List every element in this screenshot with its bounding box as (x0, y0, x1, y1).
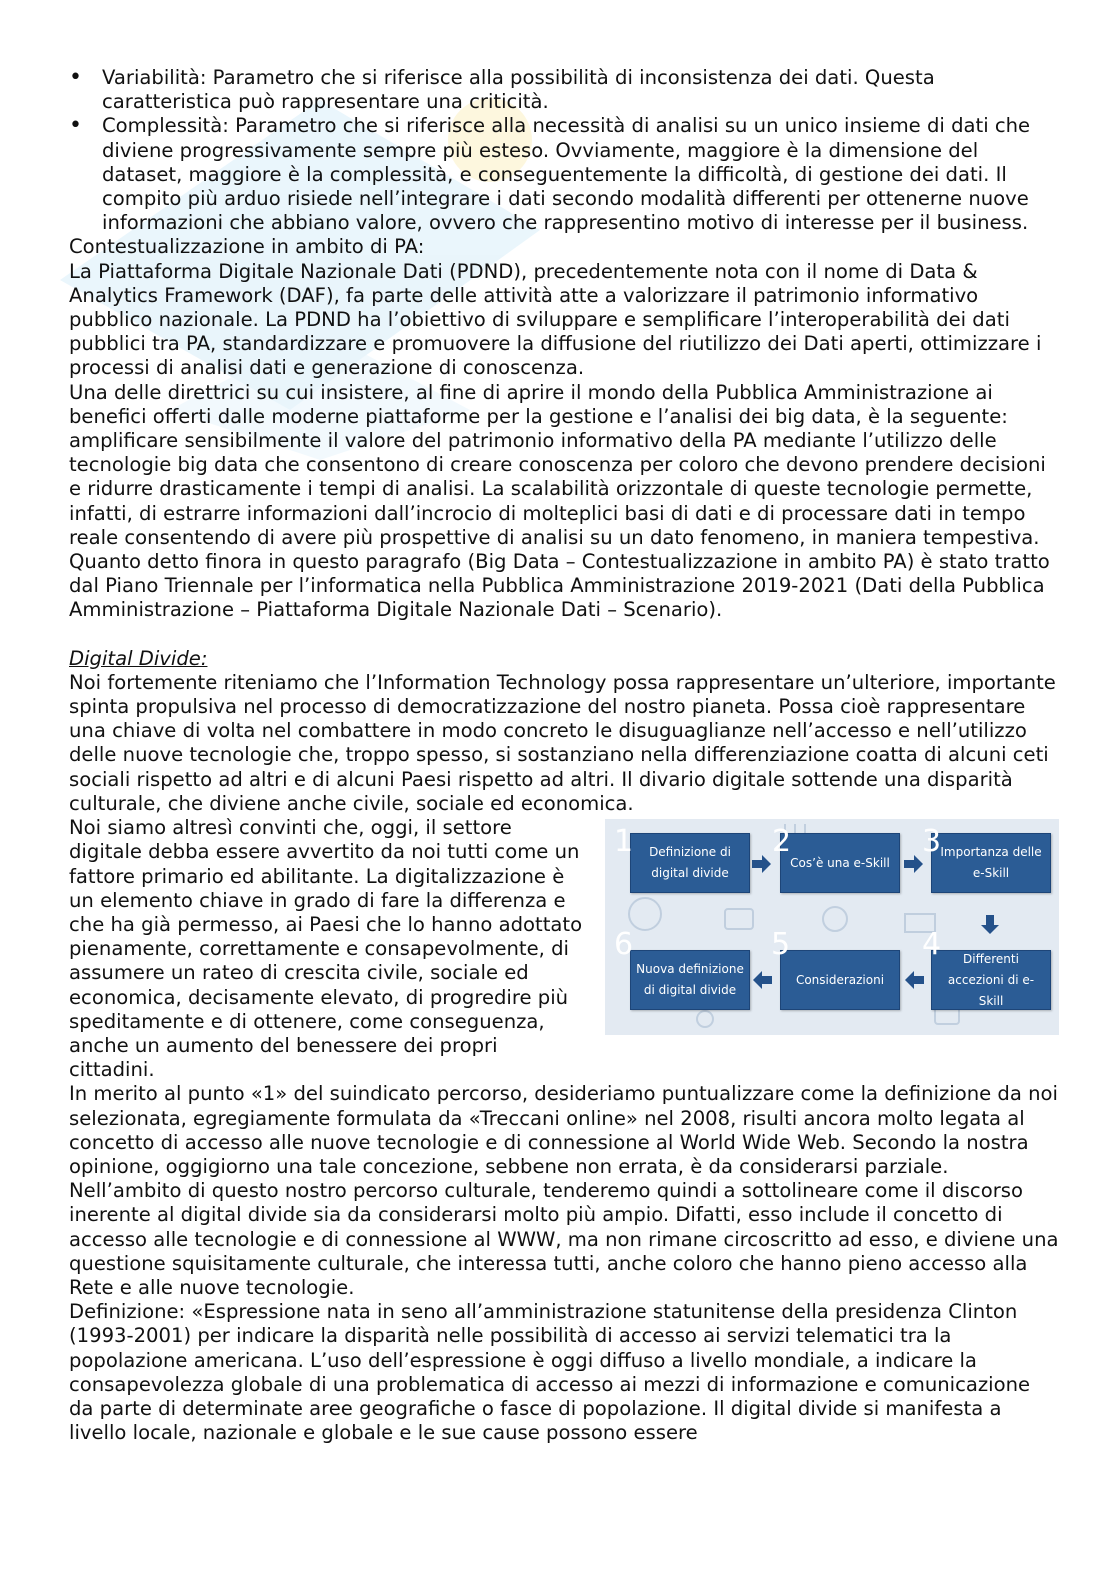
step-5-box (780, 950, 900, 1010)
step-4-box (931, 950, 1051, 1010)
arrow-left-5-to-6 (752, 970, 772, 990)
step-4-number: 4 (922, 927, 942, 963)
digital-divide-definition: Definizione: «Espressione nata in seno all’amministrazione statunitense della presidenza Clinton (1993-2001) per indicare la disparità nelle possibilità di accesso ai servizi telematici tra la popolazione americana. L’uso dell’espressione è oggi diffuso a livello mondiale, a indicare la consapevolezza globale di una problematica di accesso ai mezzi di informazione e comunicazione da parte di determinate aree geografiche o fasce di popolazione. Il digital divide si manifesta a livello locale, nazionale e globale e le sue cause possono essere (69, 1300, 1031, 1445)
step-1-label: Definizione di digital divide (649, 845, 731, 881)
step-6-box (630, 950, 750, 1010)
bullet-complessita: • Complessità: Parametro che si riferisce alla necessità di analisi su un unico insieme di dati che diviene progressivamente sempre più esteso. Ovviamente, maggiore è la dimensione del dataset, maggiore è la complessità, e conseguentemente la difficoltà, di gestione dei dati. Il compito più arduo risiede nell’integrare i dati secondo modalità differenti per ottenerne nuove informazioni che abbiano valore, ovvero che rappresentino motivo di interesse per il business. (69, 114, 1059, 235)
step-1-number: 1 (614, 824, 634, 860)
arrow-right-2-to-3 (904, 854, 924, 874)
digital-divide-heading: Digital Divide: (69, 646, 208, 670)
pa-paragraph-direttrici: Una delle direttrici su cui insistere, al fine di aprire il mondo della Pubblica Amministrazione ai benefici offerti dalle moderne piattaforme per la gestione e l’analisi dei big data, è la seguente: amplificare sensibilmente il valore del patrimonio informativo della PA mediante l’utilizzo delle tecnologie big data che consentono di creare conoscenza per coloro che devono prendere decisioni e ridurre drasticamente i tempi di analisi. La scalabilità orizzontale di queste tecnologie permette, infatti, di estrarre informazioni dall’incrocio di molteplici basi di dati e di processare dati in tempo reale consentendo di avere più prospettive di analisi su un dato fenomeno, in maniera tempestiva. (69, 380, 1046, 549)
pa-paragraph-pdnd: La Piattaforma Digitale Nazionale Dati (PDND), precedentemente nota con il nome di Data & Analytics Framework (DAF), fa parte delle attività atte a valorizzare il patrimonio informativo pubblico nazionale. La PDND ha l’obiettivo di sviluppare e semplificare l’interoperabilità dei dati pubblici tra PA, standardizzare e promuovere la diffusione del riutilizzo dei Dati aperti, ottimizzare i processi di analisi dati e generazione di conoscenza. (69, 259, 1042, 380)
step-5-number: 5 (771, 927, 791, 963)
step-6-number: 6 (614, 927, 634, 963)
pa-heading: Contestualizzazione in ambito di PA: (69, 235, 425, 259)
step-1-box (630, 833, 750, 893)
digital-divide-paragraph-2: In merito al punto «1» del suindicato percorso, desideriamo puntualizzare come la definizione da noi selezionata, egregiamente formulata da «Treccani online» nel 2008, risulti ancora molto legata al concetto di accesso alle nuove tecnologie e di connessione al World Wide Web. Secondo la nostra opinione, oggigiorno una tale concezione, sebbene non errata, è da considerarsi parziale. Nell’ambito di questo nostro percorso culturale, tenderemo quindi a sottolineare come il discorso inerente al digital divide sia da considerarsi molto più ampio. Difatti, esso include il concetto di accesso alle tecnologie e di connessione al WWW, ma non rimane circoscritto ad esso, e diviene una questione squisitamente culturale, che interessa tutti, anche coloro che hanno pieno accesso alla Rete e alle nuove tecnologie. (69, 1082, 1059, 1299)
bullet-variabilita: • Variabilità: Parametro che si riferisce alla possibilità di inconsistenza dei dati. Questa caratteristica può rappresentare una criticità. (69, 66, 1059, 114)
digital-divide-wrapped-paragraph: Noi siamo altresì convinti che, oggi, il settore digitale debba essere avvertito da noi tutti come un fattore primario ed abilitante. La digitalizzazione è un elemento chiave in grado di fare la differenza e che ha già permesso, ai Paesi che lo hanno adottato pienamente, correttamente e consapevolmente, di assumere un rateo di crescita civile, sociale ed economica, decisamente elevato, di progredire più speditamente e di ottenere, come conseguenza, anche un aumento del benessere dei propri cittadini. (69, 816, 583, 1082)
arrow-left-4-to-5 (904, 970, 924, 990)
step-2-box (780, 833, 900, 893)
document-page (69, 66, 1059, 1445)
digital-divide-path-diagram (605, 819, 1059, 1035)
step-6-label: Nuova definizione di digital divide (636, 962, 744, 998)
step-3-label: Importanza delle e-Skill (940, 845, 1042, 881)
digital-divide-intro: Noi fortemente riteniamo che l’Information Technology possa rappresentare un’ulteriore, importante spinta propulsiva nel processo di democratizzazione del nostro pianeta. Possa cioè rappresentare una chiave di volta nel combattere in modo concreto le disuguaglianze nell’accesso e nell’utilizzo delle nuove tecnologie che, troppo spesso, si sostanziano nella differenziazione coatta di alcuni ceti sociali rispetto ad altri e di alcuni Paesi rispetto ad altri. Il divario digitale sottende una disparità culturale, che diviene anche civile, sociale ed economica. (69, 670, 1056, 815)
bullet-list (69, 66, 1059, 235)
step-2-label: Cos’è una e-Skill (790, 855, 890, 870)
step-5-label: Considerazioni (795, 972, 885, 987)
step-2-number: 2 (772, 824, 792, 860)
arrow-down-3-to-4 (980, 915, 1000, 935)
step-4-label: Differenti accezioni di e-Skill (947, 951, 1035, 1008)
step-3-box (931, 833, 1051, 893)
pa-paragraph-fonte: Quanto detto finora in questo paragrafo (Big Data – Contestualizzazione in ambito PA) è stato tratto dal Piano Triennale per l’informatica nella Pubblica Amministrazione 2019-2021 (Dati della Pubblica Amministrazione – Piattaforma Digitale Nazionale Dati – Scenario). (69, 550, 1050, 622)
step-3-number: 3 (922, 824, 942, 860)
arrow-right-1-to-2 (752, 854, 772, 874)
